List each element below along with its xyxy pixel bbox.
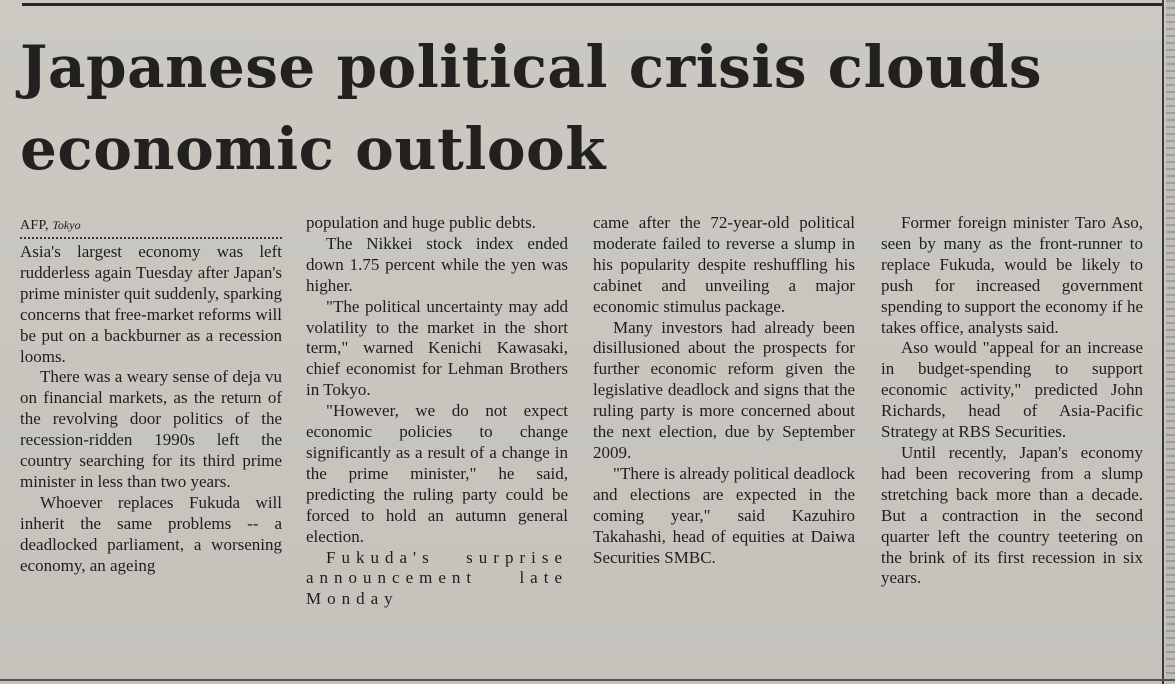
adjacent-article-bleed [1166,0,1175,684]
paragraph: Until recently, Japan's economy had been recovering from a slump stretching back more than a decade. But a contraction in the second quarter left the country teetering on the brink of its first recession in six years. [881,442,1143,588]
paragraph: The Nikkei stock index ended down 1.75 percent while the yen was higher. [306,233,568,295]
paragraph: Fukuda's surprise announcement late Monday [306,547,568,609]
paragraph: There was a weary sense of deja vu on financial markets, as the return of the revolving door politics of the recession-ridden 1990s left the country searching for its third prime minister in less than two years. [20,367,282,491]
dateline-agency: AFP, [20,218,49,233]
bottom-rule [0,679,1175,681]
headline [20,26,1140,190]
article-column-1 [20,213,282,577]
paragraph: "However, we do not expect economic policies to change significantly as a result of a change in the prime minister," he said, predicting the ruling party could be forced to hold an autumn general election. [306,401,568,546]
top-rule [22,3,1162,6]
paragraph: "The political uncertainty may add volatility to the market in the short term," warned Kenichi Kawasaki, chief economist for Lehman Brothers in Tokyo. [306,296,568,400]
paragraph: "There is already political deadlock and elections are expected in the coming year," said Kazuhiro Takahashi, head of equities at Daiwa Securities SMBC. [593,463,856,567]
paragraph: Former foreign minister Taro Aso, seen by many as the front-runner to replace Fukuda, would be likely to push for increased government spending to support the economy if he takes office, analysts said. [881,213,1143,337]
paragraph: Asia's largest economy was left rudderless again Tuesday after Japan's prime minister quit suddenly, sparking concerns that free-market reforms will be put on a backburner as a recession looms. [20,242,282,366]
article-column-2 [306,213,568,610]
column-divider-rule [1162,0,1164,684]
paragraph: population and huge public debts. [306,213,536,232]
paragraph: came after the 72-year-old political moderate failed to reverse a slump in his popularity despite reshuffling his cabinet and unveiling a major economic stimulus package. [593,213,855,316]
paragraph: Whoever replaces Fukuda will inherit the same problems -- a deadlocked parliament, a worsening economy, an ageing [20,492,282,575]
article-column-4 [881,213,1143,589]
paragraph: Many investors had already been disillusioned about the prospects for further economic reform given the legislative deadlock and signs that the ruling party is more concerned about the next election, due by September 2009. [593,317,855,462]
article-column-3 [593,213,855,568]
dateline [20,213,282,239]
headline-line-2: economic outlook [20,115,606,183]
dateline-city: Tokyo [52,218,81,232]
headline-line-1: Japanese political crisis clouds [20,33,1043,101]
paragraph: Aso would "appeal for an increase in budget-spending to support economic activity," predicted John Richards, head of Asia-Pacific Strategy at RBS Securities. [881,338,1143,442]
